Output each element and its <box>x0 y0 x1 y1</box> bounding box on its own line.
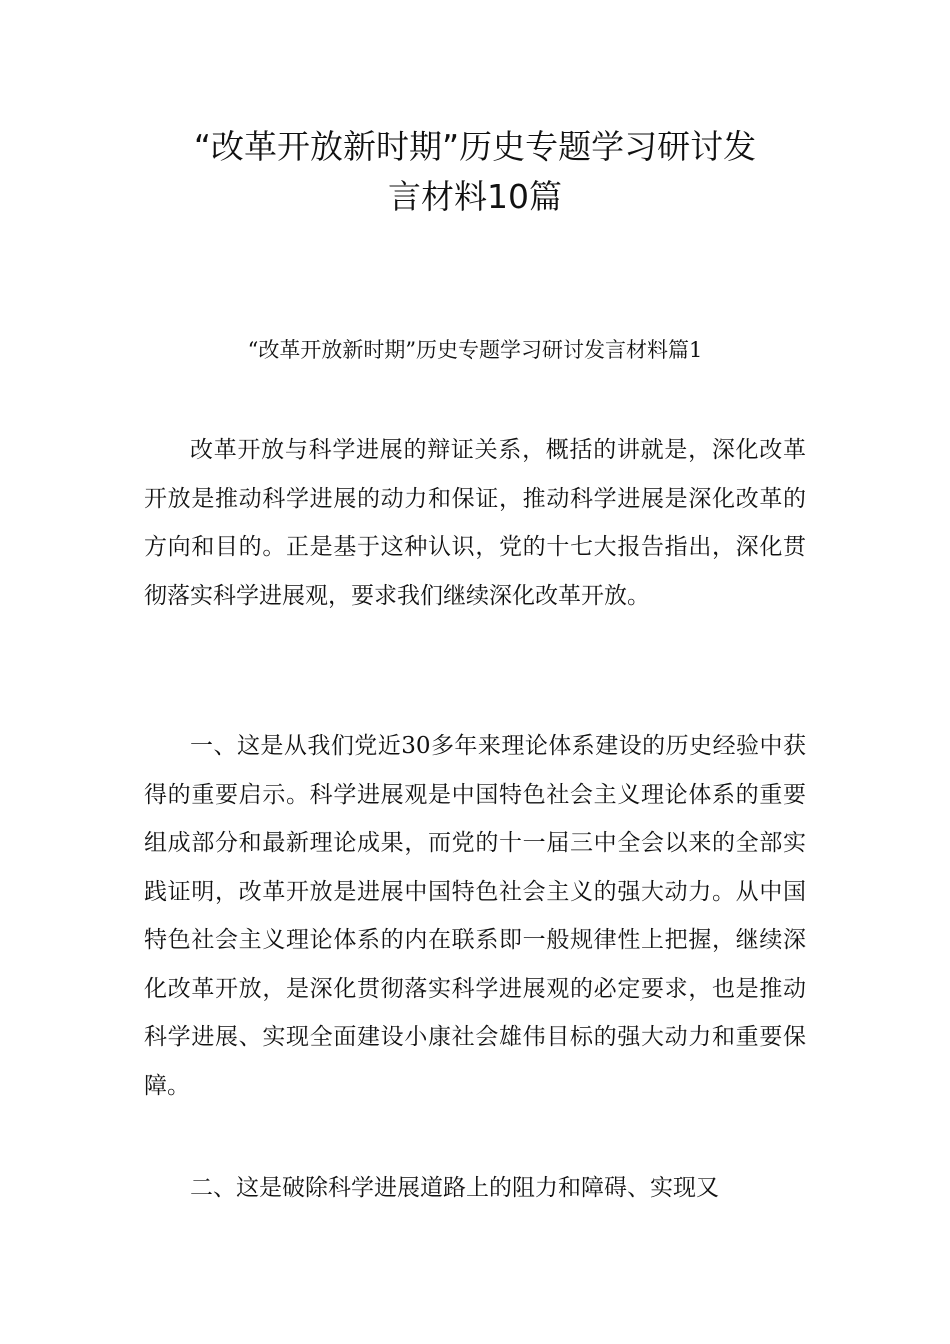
section-heading: “改革开放新时期”历史专题学习研讨发言材料篇1 <box>247 338 703 362</box>
body-paragraph-3: 二、这是破除科学进展道路上的阻力和障碍、实现又 <box>190 1175 719 1201</box>
body-paragraph-1: 改革开放与科学进展的辩证关系，概括的讲就是，深化改革开放是推动科学进展的动力和保证，推动科学进展是深化改革的方向和目的。正是基于这种认识，党的十七大报告指出，深化贯彻落实科学进展观，要求我们继续深化改革开放。 <box>144 437 806 609</box>
body-paragraph-2: 一、这是从我们党近30多年来理论体系建设的历史经验中获得的重要启示。科学进展观是中国特色社会主义理论体系的重要组成部分和最新理论成果，而党的十一届三中全会以来的全部实践证明，改革开放是进展中国特色社会主义的强大动力。从中国特色社会主义理论体系的内在联系即一般规律性上把握，继续深化改革开放，是深化贯彻落实科学进展观的必定要求，也是推动科学进展、实现全面建设小康社会雄伟目标的强大动力和重要保障。 <box>144 733 806 1099</box>
document-title-line-2: 言材料10篇 <box>388 177 562 216</box>
document-title <box>120 122 830 222</box>
document-title-line-1: “改革开放新时期”历史专题学习研讨发 <box>193 127 757 166</box>
